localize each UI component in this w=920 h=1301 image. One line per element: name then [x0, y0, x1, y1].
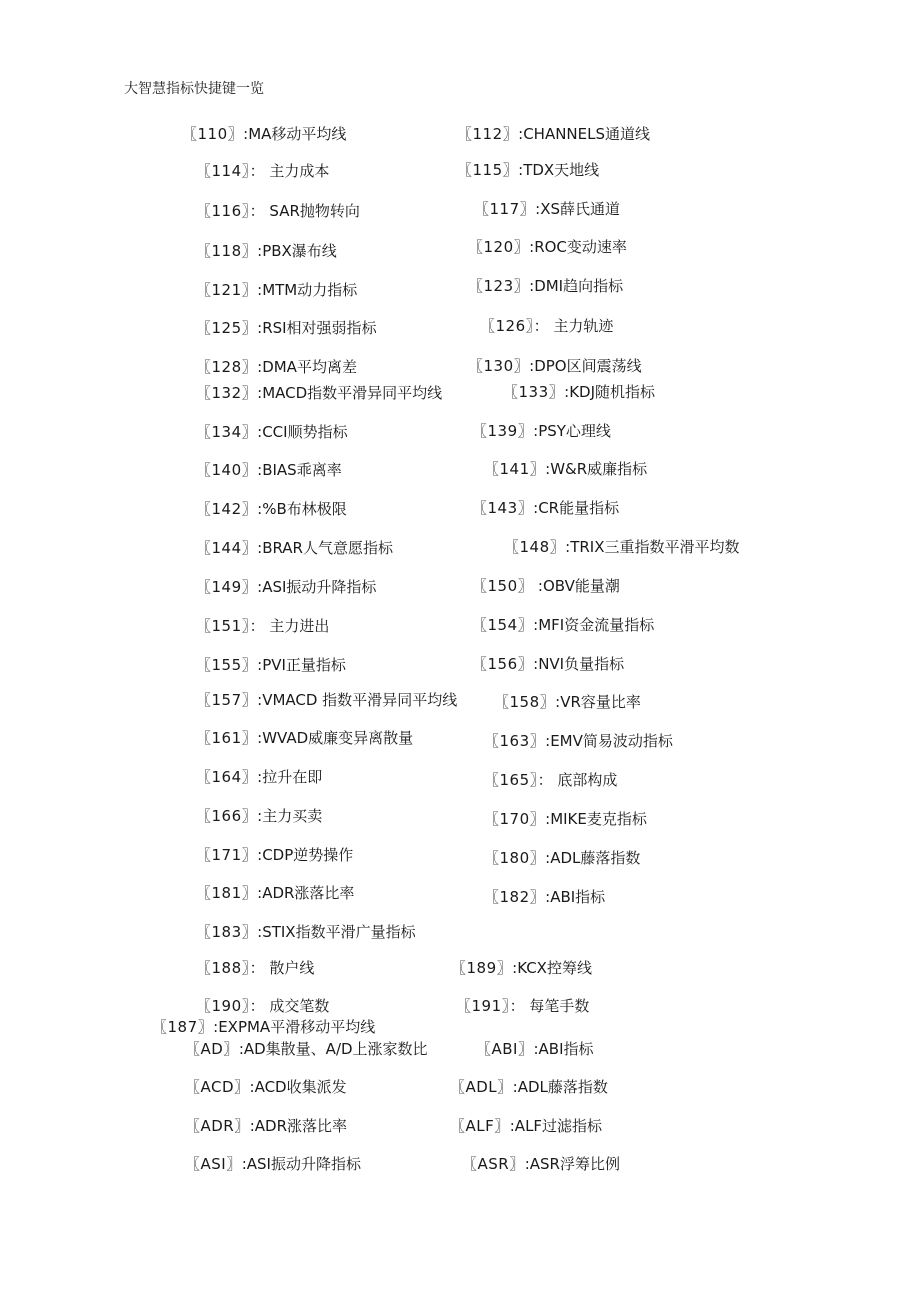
shortcut-entry-163 — [484, 731, 673, 751]
shortcut-entry-asr — [462, 1154, 620, 1174]
shortcut-code: 〖140〗 — [196, 461, 258, 479]
shortcut-entry-128 — [196, 357, 357, 377]
shortcut-code: 〖156〗 — [472, 655, 534, 673]
shortcut-entry-180 — [484, 848, 640, 868]
document-title: 大智慧指标快捷键一览 — [124, 81, 264, 97]
shortcut-code: 〖115〗 — [457, 161, 519, 179]
shortcut-code: 〖144〗 — [196, 539, 258, 557]
shortcut-entry-170 — [484, 809, 647, 829]
shortcut-code: 〖163〗 — [484, 732, 546, 750]
shortcut-description: :DPO区间震荡线 — [529, 357, 642, 375]
shortcut-code: 〖189〗 — [451, 959, 513, 977]
shortcut-entry-187 — [152, 1017, 375, 1037]
shortcut-description: :MA移动平均线 — [243, 125, 347, 143]
shortcut-description: :主力买卖 — [257, 807, 323, 825]
shortcut-description: :CCI顺势指标 — [257, 423, 348, 441]
shortcut-code: 〖123〗 — [468, 277, 530, 295]
shortcut-code: 〖155〗 — [196, 656, 258, 674]
shortcut-code: 〖ACD〗 — [185, 1078, 250, 1096]
shortcut-code: 〖110〗 — [182, 125, 244, 143]
shortcut-entry-120 — [468, 237, 627, 257]
shortcut-entry-171 — [196, 845, 353, 865]
shortcut-entry-alf — [450, 1116, 602, 1136]
shortcut-entry-165 — [484, 770, 617, 790]
shortcut-code: 〖183〗 — [196, 923, 258, 941]
shortcut-code: 〖ABI〗 — [476, 1040, 534, 1058]
shortcut-description: :PSY心理线 — [533, 422, 611, 440]
shortcut-entry-adr — [185, 1116, 347, 1136]
shortcut-entry-116 — [196, 201, 360, 221]
shortcut-code: 〖ADR〗 — [185, 1117, 250, 1135]
shortcut-code: 〖112〗 — [457, 125, 519, 143]
shortcut-description: :ADR涨落比率 — [257, 884, 355, 902]
shortcut-entry-142 — [196, 499, 347, 519]
shortcut-entry-182 — [484, 887, 605, 907]
shortcut-description: :AD集散量、A/D上涨家数比 — [238, 1040, 428, 1058]
shortcut-entry-117 — [474, 199, 620, 219]
shortcut-entry-123 — [468, 276, 623, 296]
shortcut-code: 〖116〗 — [196, 202, 250, 220]
shortcut-entry-166 — [196, 806, 322, 826]
shortcut-code: 〖191〗 — [456, 997, 510, 1015]
shortcut-code: 〖149〗 — [196, 578, 258, 596]
shortcut-description: :ALF过滤指标 — [509, 1117, 603, 1135]
shortcut-code: 〖142〗 — [196, 500, 258, 518]
shortcut-entry-133 — [503, 382, 655, 402]
shortcut-code: 〖125〗 — [196, 319, 258, 337]
shortcut-code: 〖190〗 — [196, 997, 250, 1015]
shortcut-description: :DMA平均离差 — [257, 358, 357, 376]
shortcut-code: 〖133〗 — [503, 383, 565, 401]
shortcut-code: 〖134〗 — [196, 423, 258, 441]
shortcut-description: :CDP逆势操作 — [257, 846, 354, 864]
shortcut-entry-130 — [468, 356, 642, 376]
shortcut-description: :VR容量比率 — [555, 693, 641, 711]
shortcut-entry-148 — [504, 537, 739, 557]
shortcut-description: :DMI趋向指标 — [529, 277, 624, 295]
shortcut-code: 〖128〗 — [196, 358, 258, 376]
shortcut-entry-112 — [457, 124, 650, 144]
shortcut-entry-151 — [196, 616, 329, 636]
shortcut-description: :VMACD 指数平滑异同平均线 — [257, 691, 458, 709]
shortcut-entry-188 — [196, 958, 314, 978]
shortcut-code: 〖165〗 — [484, 771, 538, 789]
shortcut-entry-156 — [472, 654, 624, 674]
shortcut-code: 〖121〗 — [196, 281, 258, 299]
shortcut-code: 〖ADL〗 — [450, 1078, 513, 1096]
shortcut-entry-140 — [196, 460, 342, 480]
shortcut-code: 〖158〗 — [494, 693, 556, 711]
shortcut-description: :BRAR人气意愿指标 — [257, 539, 393, 557]
shortcut-code: 〖148〗 — [504, 538, 566, 556]
shortcut-description: :拉升在即 — [257, 768, 323, 786]
shortcut-code: 〖ASI〗 — [185, 1155, 242, 1173]
shortcut-code: 〖132〗 — [196, 384, 258, 402]
shortcut-entry-191 — [456, 996, 589, 1016]
shortcut-description: :ADL藤落指数 — [545, 849, 641, 867]
shortcut-description: :STIX指数平滑广量指标 — [257, 923, 416, 941]
shortcut-entry-acd — [185, 1077, 347, 1097]
shortcut-code: 〖164〗 — [196, 768, 258, 786]
shortcut-code: 〖170〗 — [484, 810, 546, 828]
shortcut-description: :CR能量指标 — [533, 499, 620, 517]
shortcut-description: :PVI正量指标 — [257, 656, 346, 674]
shortcut-description: ： 主力成本 — [249, 162, 330, 180]
shortcut-description: ： 每笔手数 — [509, 997, 590, 1015]
shortcut-description: :ABI指标 — [545, 888, 606, 906]
shortcut-description: ： 成交笔数 — [249, 997, 330, 1015]
shortcut-entry-181 — [196, 883, 354, 903]
shortcut-description: :KCX控筹线 — [512, 959, 592, 977]
shortcut-description: :TDX天地线 — [518, 161, 600, 179]
shortcut-code: 〖171〗 — [196, 846, 258, 864]
shortcut-description: :EXPMA平滑移动平均线 — [213, 1018, 376, 1036]
shortcut-code: 〖180〗 — [484, 849, 546, 867]
shortcut-code: 〖182〗 — [484, 888, 546, 906]
shortcut-code: 〖154〗 — [472, 616, 534, 634]
shortcut-description: :RSI相对强弱指标 — [257, 319, 377, 337]
shortcut-entry-asi — [185, 1154, 361, 1174]
shortcut-entry-115 — [457, 160, 599, 180]
shortcut-entry-161 — [196, 728, 413, 748]
shortcut-description: :W&R威廉指标 — [545, 460, 648, 478]
shortcut-description: :ADR涨落比率 — [249, 1117, 348, 1135]
shortcut-entry-154 — [472, 615, 654, 635]
shortcut-code: 〖AD〗 — [185, 1040, 239, 1058]
shortcut-entry-149 — [196, 577, 376, 597]
shortcut-description: :MTM动力指标 — [257, 281, 358, 299]
shortcut-entry-adl — [450, 1077, 608, 1097]
shortcut-description: :CHANNELS通道线 — [518, 125, 651, 143]
shortcut-code: 〖141〗 — [484, 460, 546, 478]
shortcut-description: ： 主力轨迹 — [533, 317, 614, 335]
shortcut-description: :BIAS乖离率 — [257, 461, 342, 479]
shortcut-entry-144 — [196, 538, 393, 558]
shortcut-entry-141 — [484, 459, 647, 479]
shortcut-entry-121 — [196, 280, 357, 300]
shortcut-entry-126 — [480, 316, 613, 336]
shortcut-entry-118 — [196, 241, 337, 261]
shortcut-entry-183 — [196, 922, 416, 942]
shortcut-entry-150 — [472, 576, 620, 596]
shortcut-code: 〖118〗 — [196, 242, 258, 260]
shortcut-description: :PBX瀑布线 — [257, 242, 337, 260]
shortcut-description: :ASR浮筹比例 — [524, 1155, 620, 1173]
shortcut-entry-143 — [472, 498, 619, 518]
shortcut-description: :ASI振动升降指标 — [241, 1155, 361, 1173]
shortcut-code: 〖188〗 — [196, 959, 250, 977]
shortcut-code: 〖130〗 — [468, 357, 530, 375]
shortcut-description: :WVAD威廉变异离散量 — [257, 729, 414, 747]
shortcut-code: 〖139〗 — [472, 422, 534, 440]
shortcut-code: 〖166〗 — [196, 807, 258, 825]
shortcut-description: :EMV简易波动指标 — [545, 732, 673, 750]
shortcut-entry-155 — [196, 655, 346, 675]
shortcut-entry-132 — [196, 383, 442, 403]
shortcut-entry-139 — [472, 421, 611, 441]
shortcut-description: :ACD收集派发 — [249, 1078, 347, 1096]
shortcut-description: :ADL藤落指数 — [512, 1078, 608, 1096]
shortcut-code: 〖157〗 — [196, 691, 258, 709]
shortcut-entry-125 — [196, 318, 377, 338]
shortcut-code: 〖114〗 — [196, 162, 250, 180]
shortcut-code: 〖ALF〗 — [450, 1117, 510, 1135]
shortcut-description: ： SAR抛物转向 — [249, 202, 360, 220]
shortcut-description: :ABI指标 — [533, 1040, 594, 1058]
shortcut-description: ： 散户线 — [249, 959, 315, 977]
shortcut-description: :MFI资金流量指标 — [533, 616, 655, 634]
shortcut-code: 〖181〗 — [196, 884, 258, 902]
shortcut-description: :ASI振动升降指标 — [257, 578, 377, 596]
shortcut-description: :MACD指数平滑异同平均线 — [257, 384, 443, 402]
shortcut-description: ： 底部构成 — [537, 771, 618, 789]
shortcut-entry-114 — [196, 161, 329, 181]
shortcut-code: 〖161〗 — [196, 729, 258, 747]
shortcut-code: 〖ASR〗 — [462, 1155, 525, 1173]
shortcut-entry-ad — [185, 1039, 428, 1059]
shortcut-entry-158 — [494, 692, 641, 712]
shortcut-description: :%B布林极限 — [257, 500, 347, 518]
shortcut-entry-134 — [196, 422, 348, 442]
shortcut-entry-110 — [182, 124, 346, 144]
shortcut-code: 〖117〗 — [474, 200, 536, 218]
shortcut-description: :TRIX三重指数平滑平均数 — [565, 538, 740, 556]
shortcut-entry-abi — [476, 1039, 594, 1059]
shortcut-code: 〖151〗 — [196, 617, 250, 635]
shortcut-entry-157 — [196, 690, 457, 710]
shortcut-description: :XS薛氏通道 — [535, 200, 620, 218]
shortcut-code: 〖187〗 — [152, 1018, 214, 1036]
shortcut-code: 〖120〗 — [468, 238, 530, 256]
shortcut-description: :OBV能量潮 — [533, 577, 620, 595]
shortcut-entry-189 — [451, 958, 592, 978]
shortcut-entry-190 — [196, 996, 329, 1016]
shortcut-description: :NVI负量指标 — [533, 655, 625, 673]
shortcut-description: :ROC变动速率 — [529, 238, 627, 256]
shortcut-entry-164 — [196, 767, 322, 787]
shortcut-code: 〖150〗 — [472, 577, 534, 595]
shortcut-description: ： 主力进出 — [249, 617, 330, 635]
shortcut-description: :MIKE麦克指标 — [545, 810, 647, 828]
shortcut-description: :KDJ随机指标 — [564, 383, 656, 401]
shortcut-code: 〖126〗 — [480, 317, 534, 335]
shortcut-code: 〖143〗 — [472, 499, 534, 517]
